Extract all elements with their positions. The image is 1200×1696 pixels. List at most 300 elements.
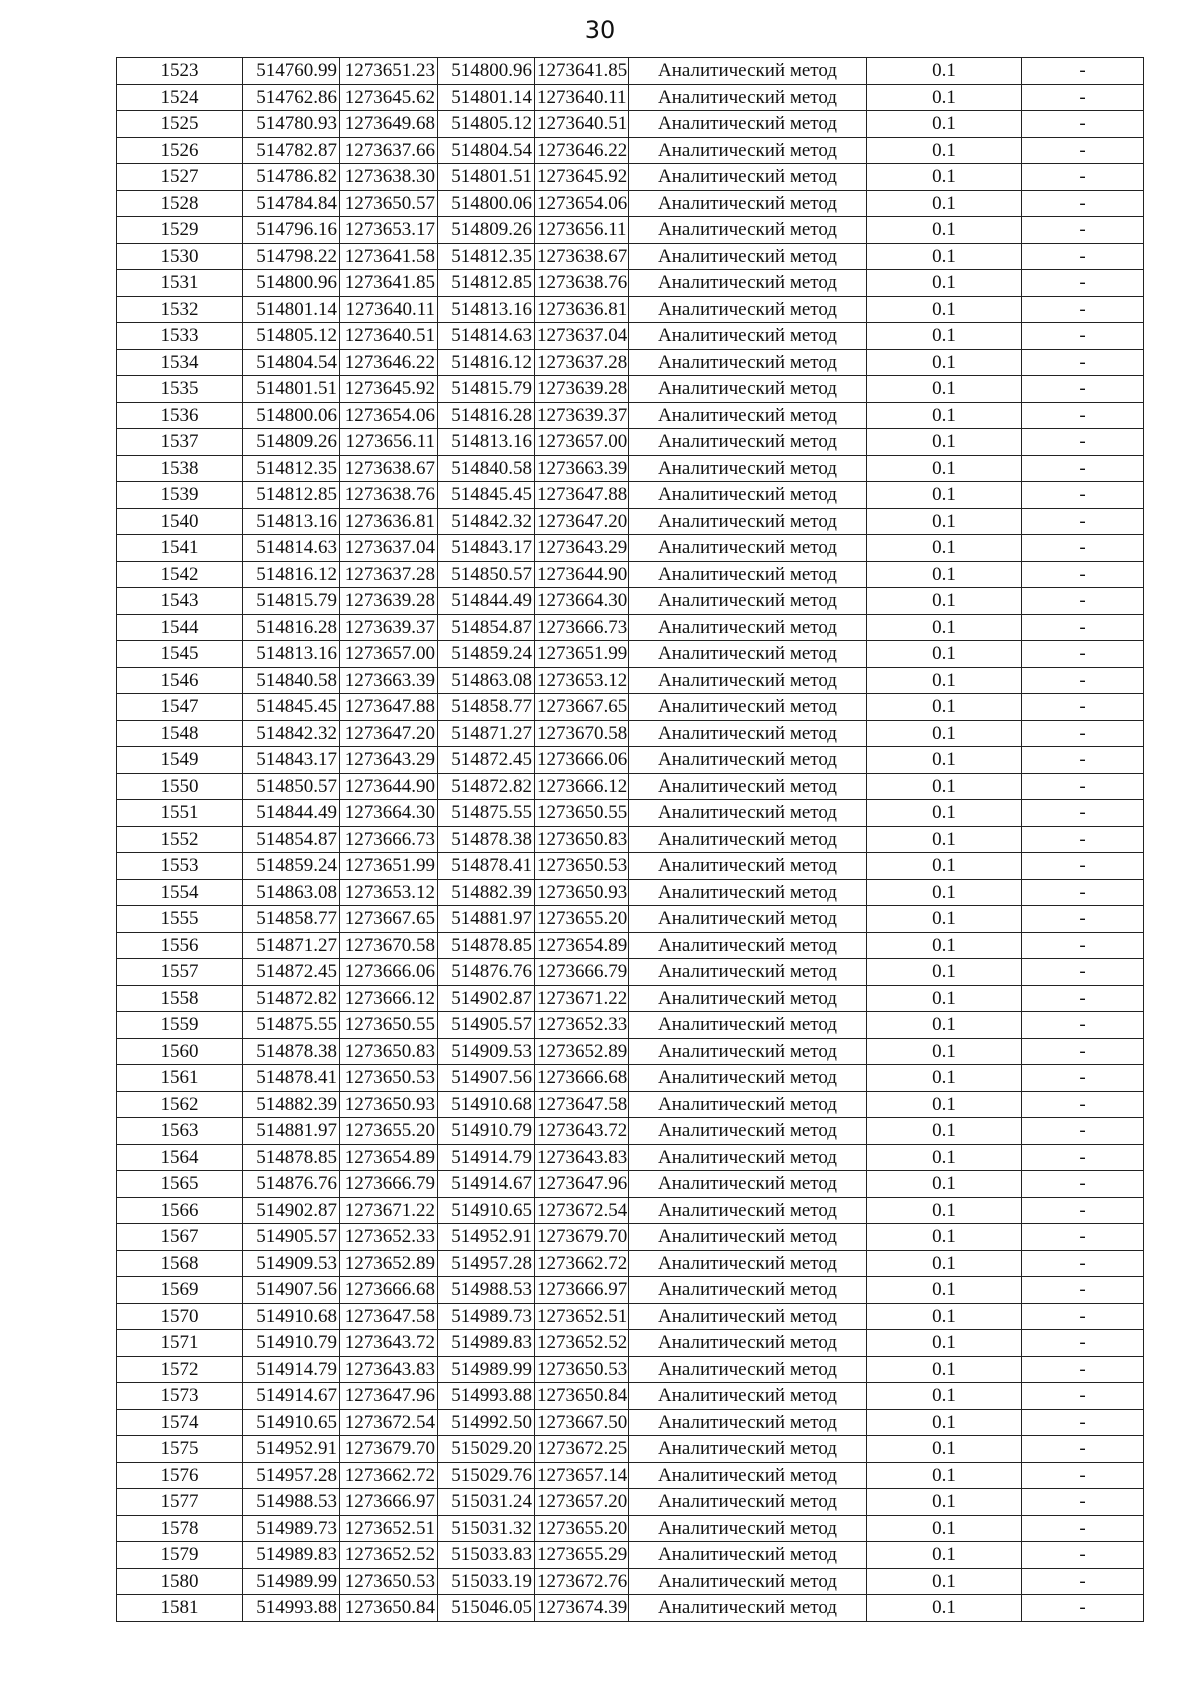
table-row xyxy=(117,429,1144,456)
note-cell: - xyxy=(1022,1091,1144,1118)
note-cell: - xyxy=(1022,190,1144,217)
table-row xyxy=(117,164,1144,191)
table-row xyxy=(117,402,1144,429)
method-cell: Аналитический метод xyxy=(629,773,867,800)
point-number-cell: 1575 xyxy=(117,1436,243,1463)
method-cell: Аналитический метод xyxy=(629,1038,867,1065)
point-number-cell: 1541 xyxy=(117,535,243,562)
table-row xyxy=(117,826,1144,853)
x1-cell: 514878.85 xyxy=(243,1144,340,1171)
x1-cell: 514863.08 xyxy=(243,879,340,906)
table-row xyxy=(117,932,1144,959)
note-cell: - xyxy=(1022,1303,1144,1330)
note-cell: - xyxy=(1022,535,1144,562)
x1-cell: 514872.45 xyxy=(243,959,340,986)
x2-cell: 514905.57 xyxy=(438,1012,535,1039)
note-cell: - xyxy=(1022,323,1144,350)
point-number-cell: 1574 xyxy=(117,1409,243,1436)
table-row xyxy=(117,1568,1144,1595)
note-cell: - xyxy=(1022,1595,1144,1622)
x1-cell: 514872.82 xyxy=(243,985,340,1012)
method-cell: Аналитический метод xyxy=(629,1542,867,1569)
y2-cell: 1273666.68 xyxy=(535,1065,629,1092)
table-row xyxy=(117,376,1144,403)
table-row xyxy=(117,561,1144,588)
point-number-cell: 1579 xyxy=(117,1542,243,1569)
table-row xyxy=(117,853,1144,880)
y1-cell: 1273651.99 xyxy=(340,853,438,880)
accuracy-cell: 0.1 xyxy=(867,1224,1022,1251)
point-number-cell: 1523 xyxy=(117,58,243,85)
y2-cell: 1273641.85 xyxy=(535,58,629,85)
y1-cell: 1273641.58 xyxy=(340,243,438,270)
x1-cell: 514902.87 xyxy=(243,1197,340,1224)
accuracy-cell: 0.1 xyxy=(867,1277,1022,1304)
accuracy-cell: 0.1 xyxy=(867,455,1022,482)
table-body xyxy=(117,58,1144,1622)
accuracy-cell: 0.1 xyxy=(867,641,1022,668)
y1-cell: 1273640.51 xyxy=(340,323,438,350)
x2-cell: 514989.73 xyxy=(438,1303,535,1330)
x2-cell: 514910.68 xyxy=(438,1091,535,1118)
x1-cell: 514762.86 xyxy=(243,84,340,111)
y1-cell: 1273652.33 xyxy=(340,1224,438,1251)
table-row xyxy=(117,1515,1144,1542)
accuracy-cell: 0.1 xyxy=(867,1118,1022,1145)
y1-cell: 1273652.52 xyxy=(340,1542,438,1569)
point-number-cell: 1571 xyxy=(117,1330,243,1357)
point-number-cell: 1561 xyxy=(117,1065,243,1092)
note-cell: - xyxy=(1022,561,1144,588)
method-cell: Аналитический метод xyxy=(629,694,867,721)
table-row xyxy=(117,243,1144,270)
x1-cell: 514871.27 xyxy=(243,932,340,959)
accuracy-cell: 0.1 xyxy=(867,84,1022,111)
x1-cell: 514910.65 xyxy=(243,1409,340,1436)
point-number-cell: 1581 xyxy=(117,1595,243,1622)
y1-cell: 1273650.84 xyxy=(340,1595,438,1622)
x1-cell: 514813.16 xyxy=(243,641,340,668)
table-row xyxy=(117,906,1144,933)
point-number-cell: 1542 xyxy=(117,561,243,588)
table-row xyxy=(117,1383,1144,1410)
y2-cell: 1273672.76 xyxy=(535,1568,629,1595)
point-number-cell: 1535 xyxy=(117,376,243,403)
method-cell: Аналитический метод xyxy=(629,1118,867,1145)
y1-cell: 1273646.22 xyxy=(340,349,438,376)
accuracy-cell: 0.1 xyxy=(867,508,1022,535)
x2-cell: 514843.17 xyxy=(438,535,535,562)
y1-cell: 1273654.06 xyxy=(340,402,438,429)
x2-cell: 515031.32 xyxy=(438,1515,535,1542)
y2-cell: 1273667.50 xyxy=(535,1409,629,1436)
y1-cell: 1273643.83 xyxy=(340,1356,438,1383)
x1-cell: 514875.55 xyxy=(243,1012,340,1039)
y2-cell: 1273663.39 xyxy=(535,455,629,482)
accuracy-cell: 0.1 xyxy=(867,1383,1022,1410)
method-cell: Аналитический метод xyxy=(629,217,867,244)
y1-cell: 1273652.51 xyxy=(340,1515,438,1542)
y2-cell: 1273647.58 xyxy=(535,1091,629,1118)
accuracy-cell: 0.1 xyxy=(867,747,1022,774)
point-number-cell: 1564 xyxy=(117,1144,243,1171)
y1-cell: 1273670.58 xyxy=(340,932,438,959)
y1-cell: 1273653.12 xyxy=(340,879,438,906)
y1-cell: 1273636.81 xyxy=(340,508,438,535)
accuracy-cell: 0.1 xyxy=(867,614,1022,641)
y2-cell: 1273654.06 xyxy=(535,190,629,217)
note-cell: - xyxy=(1022,58,1144,85)
note-cell: - xyxy=(1022,270,1144,297)
y1-cell: 1273645.92 xyxy=(340,376,438,403)
accuracy-cell: 0.1 xyxy=(867,1595,1022,1622)
note-cell: - xyxy=(1022,508,1144,535)
note-cell: - xyxy=(1022,349,1144,376)
y1-cell: 1273638.30 xyxy=(340,164,438,191)
note-cell: - xyxy=(1022,1383,1144,1410)
x2-cell: 514988.53 xyxy=(438,1277,535,1304)
x2-cell: 514863.08 xyxy=(438,667,535,694)
x2-cell: 514878.41 xyxy=(438,853,535,880)
point-number-cell: 1580 xyxy=(117,1568,243,1595)
x1-cell: 514850.57 xyxy=(243,773,340,800)
y1-cell: 1273643.29 xyxy=(340,747,438,774)
point-number-cell: 1569 xyxy=(117,1277,243,1304)
x1-cell: 514881.97 xyxy=(243,1118,340,1145)
x1-cell: 514905.57 xyxy=(243,1224,340,1251)
method-cell: Аналитический метод xyxy=(629,296,867,323)
x1-cell: 514801.51 xyxy=(243,376,340,403)
accuracy-cell: 0.1 xyxy=(867,1542,1022,1569)
x2-cell: 514957.28 xyxy=(438,1250,535,1277)
x2-cell: 514816.12 xyxy=(438,349,535,376)
accuracy-cell: 0.1 xyxy=(867,1330,1022,1357)
x2-cell: 514952.91 xyxy=(438,1224,535,1251)
y1-cell: 1273653.17 xyxy=(340,217,438,244)
x1-cell: 514840.58 xyxy=(243,667,340,694)
table-row xyxy=(117,58,1144,85)
accuracy-cell: 0.1 xyxy=(867,164,1022,191)
x2-cell: 514801.51 xyxy=(438,164,535,191)
method-cell: Аналитический метод xyxy=(629,455,867,482)
x2-cell: 514859.24 xyxy=(438,641,535,668)
point-number-cell: 1552 xyxy=(117,826,243,853)
y2-cell: 1273655.29 xyxy=(535,1542,629,1569)
x2-cell: 514842.32 xyxy=(438,508,535,535)
x1-cell: 514993.88 xyxy=(243,1595,340,1622)
y2-cell: 1273652.89 xyxy=(535,1038,629,1065)
table-row xyxy=(117,641,1144,668)
table-row xyxy=(117,1171,1144,1198)
note-cell: - xyxy=(1022,1065,1144,1092)
y2-cell: 1273652.51 xyxy=(535,1303,629,1330)
y2-cell: 1273643.72 xyxy=(535,1118,629,1145)
point-number-cell: 1565 xyxy=(117,1171,243,1198)
y2-cell: 1273667.65 xyxy=(535,694,629,721)
y2-cell: 1273643.83 xyxy=(535,1144,629,1171)
table-row xyxy=(117,720,1144,747)
x2-cell: 514871.27 xyxy=(438,720,535,747)
table-row xyxy=(117,1065,1144,1092)
method-cell: Аналитический метод xyxy=(629,1489,867,1516)
method-cell: Аналитический метод xyxy=(629,1303,867,1330)
point-number-cell: 1556 xyxy=(117,932,243,959)
table-row xyxy=(117,959,1144,986)
note-cell: - xyxy=(1022,1012,1144,1039)
y1-cell: 1273666.73 xyxy=(340,826,438,853)
point-number-cell: 1557 xyxy=(117,959,243,986)
method-cell: Аналитический метод xyxy=(629,1012,867,1039)
x2-cell: 514800.96 xyxy=(438,58,535,85)
point-number-cell: 1549 xyxy=(117,747,243,774)
x1-cell: 514989.83 xyxy=(243,1542,340,1569)
point-number-cell: 1548 xyxy=(117,720,243,747)
accuracy-cell: 0.1 xyxy=(867,1091,1022,1118)
table-row xyxy=(117,84,1144,111)
y2-cell: 1273655.20 xyxy=(535,906,629,933)
x1-cell: 514844.49 xyxy=(243,800,340,827)
method-cell: Аналитический метод xyxy=(629,1568,867,1595)
table-row xyxy=(117,270,1144,297)
point-number-cell: 1567 xyxy=(117,1224,243,1251)
y2-cell: 1273645.92 xyxy=(535,164,629,191)
x1-cell: 514804.54 xyxy=(243,349,340,376)
note-cell: - xyxy=(1022,455,1144,482)
accuracy-cell: 0.1 xyxy=(867,1462,1022,1489)
y2-cell: 1273672.54 xyxy=(535,1197,629,1224)
y2-cell: 1273647.96 xyxy=(535,1171,629,1198)
x1-cell: 514914.67 xyxy=(243,1383,340,1410)
x2-cell: 514854.87 xyxy=(438,614,535,641)
point-number-cell: 1566 xyxy=(117,1197,243,1224)
method-cell: Аналитический метод xyxy=(629,1409,867,1436)
method-cell: Аналитический метод xyxy=(629,1065,867,1092)
y1-cell: 1273666.97 xyxy=(340,1489,438,1516)
y2-cell: 1273652.33 xyxy=(535,1012,629,1039)
table-row xyxy=(117,1250,1144,1277)
note-cell: - xyxy=(1022,1250,1144,1277)
method-cell: Аналитический метод xyxy=(629,190,867,217)
x2-cell: 514805.12 xyxy=(438,111,535,138)
x1-cell: 514845.45 xyxy=(243,694,340,721)
y2-cell: 1273636.81 xyxy=(535,296,629,323)
y2-cell: 1273674.39 xyxy=(535,1595,629,1622)
y2-cell: 1273672.25 xyxy=(535,1436,629,1463)
y1-cell: 1273647.96 xyxy=(340,1383,438,1410)
note-cell: - xyxy=(1022,217,1144,244)
x1-cell: 514910.68 xyxy=(243,1303,340,1330)
x1-cell: 514760.99 xyxy=(243,58,340,85)
x2-cell: 514878.38 xyxy=(438,826,535,853)
x2-cell: 514858.77 xyxy=(438,694,535,721)
accuracy-cell: 0.1 xyxy=(867,561,1022,588)
y2-cell: 1273657.20 xyxy=(535,1489,629,1516)
y1-cell: 1273638.76 xyxy=(340,482,438,509)
table-row xyxy=(117,1436,1144,1463)
x2-cell: 514813.16 xyxy=(438,296,535,323)
y2-cell: 1273657.14 xyxy=(535,1462,629,1489)
x1-cell: 514843.17 xyxy=(243,747,340,774)
point-number-cell: 1545 xyxy=(117,641,243,668)
x1-cell: 514816.28 xyxy=(243,614,340,641)
table-row xyxy=(117,1197,1144,1224)
y2-cell: 1273637.04 xyxy=(535,323,629,350)
x1-cell: 514909.53 xyxy=(243,1250,340,1277)
note-cell: - xyxy=(1022,959,1144,986)
point-number-cell: 1544 xyxy=(117,614,243,641)
accuracy-cell: 0.1 xyxy=(867,1012,1022,1039)
y1-cell: 1273663.39 xyxy=(340,667,438,694)
x2-cell: 514840.58 xyxy=(438,455,535,482)
method-cell: Аналитический метод xyxy=(629,402,867,429)
note-cell: - xyxy=(1022,296,1144,323)
y2-cell: 1273653.12 xyxy=(535,667,629,694)
accuracy-cell: 0.1 xyxy=(867,1065,1022,1092)
x1-cell: 514989.99 xyxy=(243,1568,340,1595)
table-row xyxy=(117,800,1144,827)
y1-cell: 1273650.93 xyxy=(340,1091,438,1118)
x2-cell: 514816.28 xyxy=(438,402,535,429)
method-cell: Аналитический метод xyxy=(629,747,867,774)
method-cell: Аналитический метод xyxy=(629,561,867,588)
point-number-cell: 1526 xyxy=(117,137,243,164)
note-cell: - xyxy=(1022,773,1144,800)
x2-cell: 514812.85 xyxy=(438,270,535,297)
y2-cell: 1273647.88 xyxy=(535,482,629,509)
method-cell: Аналитический метод xyxy=(629,1197,867,1224)
y2-cell: 1273662.72 xyxy=(535,1250,629,1277)
y1-cell: 1273666.79 xyxy=(340,1171,438,1198)
y2-cell: 1273637.28 xyxy=(535,349,629,376)
x1-cell: 514859.24 xyxy=(243,853,340,880)
x2-cell: 514872.45 xyxy=(438,747,535,774)
note-cell: - xyxy=(1022,1038,1144,1065)
x2-cell: 514881.97 xyxy=(438,906,535,933)
x2-cell: 514875.55 xyxy=(438,800,535,827)
method-cell: Аналитический метод xyxy=(629,641,867,668)
table-row xyxy=(117,508,1144,535)
note-cell: - xyxy=(1022,853,1144,880)
x1-cell: 514957.28 xyxy=(243,1462,340,1489)
accuracy-cell: 0.1 xyxy=(867,1515,1022,1542)
x1-cell: 514876.76 xyxy=(243,1171,340,1198)
method-cell: Аналитический метод xyxy=(629,800,867,827)
note-cell: - xyxy=(1022,1542,1144,1569)
method-cell: Аналитический метод xyxy=(629,1356,867,1383)
table-row xyxy=(117,455,1144,482)
x1-cell: 514914.79 xyxy=(243,1356,340,1383)
table-row xyxy=(117,482,1144,509)
x2-cell: 515029.76 xyxy=(438,1462,535,1489)
x1-cell: 514882.39 xyxy=(243,1091,340,1118)
point-number-cell: 1539 xyxy=(117,482,243,509)
method-cell: Аналитический метод xyxy=(629,508,867,535)
note-cell: - xyxy=(1022,747,1144,774)
y2-cell: 1273643.29 xyxy=(535,535,629,562)
y2-cell: 1273670.58 xyxy=(535,720,629,747)
point-number-cell: 1576 xyxy=(117,1462,243,1489)
method-cell: Аналитический метод xyxy=(629,376,867,403)
method-cell: Аналитический метод xyxy=(629,1144,867,1171)
y1-cell: 1273672.54 xyxy=(340,1409,438,1436)
y1-cell: 1273639.28 xyxy=(340,588,438,615)
y1-cell: 1273650.83 xyxy=(340,1038,438,1065)
note-cell: - xyxy=(1022,1409,1144,1436)
note-cell: - xyxy=(1022,800,1144,827)
point-number-cell: 1543 xyxy=(117,588,243,615)
accuracy-cell: 0.1 xyxy=(867,58,1022,85)
table-row xyxy=(117,1409,1144,1436)
point-number-cell: 1578 xyxy=(117,1515,243,1542)
accuracy-cell: 0.1 xyxy=(867,190,1022,217)
method-cell: Аналитический метод xyxy=(629,164,867,191)
x2-cell: 514909.53 xyxy=(438,1038,535,1065)
x2-cell: 515029.20 xyxy=(438,1436,535,1463)
y2-cell: 1273666.73 xyxy=(535,614,629,641)
method-cell: Аналитический метод xyxy=(629,429,867,456)
accuracy-cell: 0.1 xyxy=(867,1197,1022,1224)
method-cell: Аналитический метод xyxy=(629,243,867,270)
method-cell: Аналитический метод xyxy=(629,853,867,880)
y2-cell: 1273671.22 xyxy=(535,985,629,1012)
point-number-cell: 1572 xyxy=(117,1356,243,1383)
x1-cell: 514814.63 xyxy=(243,535,340,562)
x2-cell: 514902.87 xyxy=(438,985,535,1012)
method-cell: Аналитический метод xyxy=(629,535,867,562)
x1-cell: 514786.82 xyxy=(243,164,340,191)
y1-cell: 1273666.06 xyxy=(340,959,438,986)
note-cell: - xyxy=(1022,720,1144,747)
method-cell: Аналитический метод xyxy=(629,1250,867,1277)
note-cell: - xyxy=(1022,932,1144,959)
x2-cell: 514800.06 xyxy=(438,190,535,217)
accuracy-cell: 0.1 xyxy=(867,853,1022,880)
x1-cell: 514805.12 xyxy=(243,323,340,350)
x2-cell: 514809.26 xyxy=(438,217,535,244)
point-number-cell: 1531 xyxy=(117,270,243,297)
y2-cell: 1273640.11 xyxy=(535,84,629,111)
table-row xyxy=(117,1144,1144,1171)
y1-cell: 1273657.00 xyxy=(340,641,438,668)
x1-cell: 514809.26 xyxy=(243,429,340,456)
note-cell: - xyxy=(1022,879,1144,906)
method-cell: Аналитический метод xyxy=(629,588,867,615)
x1-cell: 514910.79 xyxy=(243,1330,340,1357)
method-cell: Аналитический метод xyxy=(629,1330,867,1357)
x2-cell: 515031.24 xyxy=(438,1489,535,1516)
note-cell: - xyxy=(1022,1356,1144,1383)
x2-cell: 514882.39 xyxy=(438,879,535,906)
y2-cell: 1273650.53 xyxy=(535,853,629,880)
accuracy-cell: 0.1 xyxy=(867,429,1022,456)
accuracy-cell: 0.1 xyxy=(867,1489,1022,1516)
table-row xyxy=(117,323,1144,350)
table-row xyxy=(117,614,1144,641)
note-cell: - xyxy=(1022,376,1144,403)
x2-cell: 514993.88 xyxy=(438,1383,535,1410)
method-cell: Аналитический метод xyxy=(629,1091,867,1118)
method-cell: Аналитический метод xyxy=(629,614,867,641)
y2-cell: 1273640.51 xyxy=(535,111,629,138)
x2-cell: 514844.49 xyxy=(438,588,535,615)
accuracy-cell: 0.1 xyxy=(867,1409,1022,1436)
note-cell: - xyxy=(1022,694,1144,721)
accuracy-cell: 0.1 xyxy=(867,1250,1022,1277)
method-cell: Аналитический метод xyxy=(629,1595,867,1622)
accuracy-cell: 0.1 xyxy=(867,906,1022,933)
x1-cell: 514854.87 xyxy=(243,826,340,853)
y1-cell: 1273652.89 xyxy=(340,1250,438,1277)
